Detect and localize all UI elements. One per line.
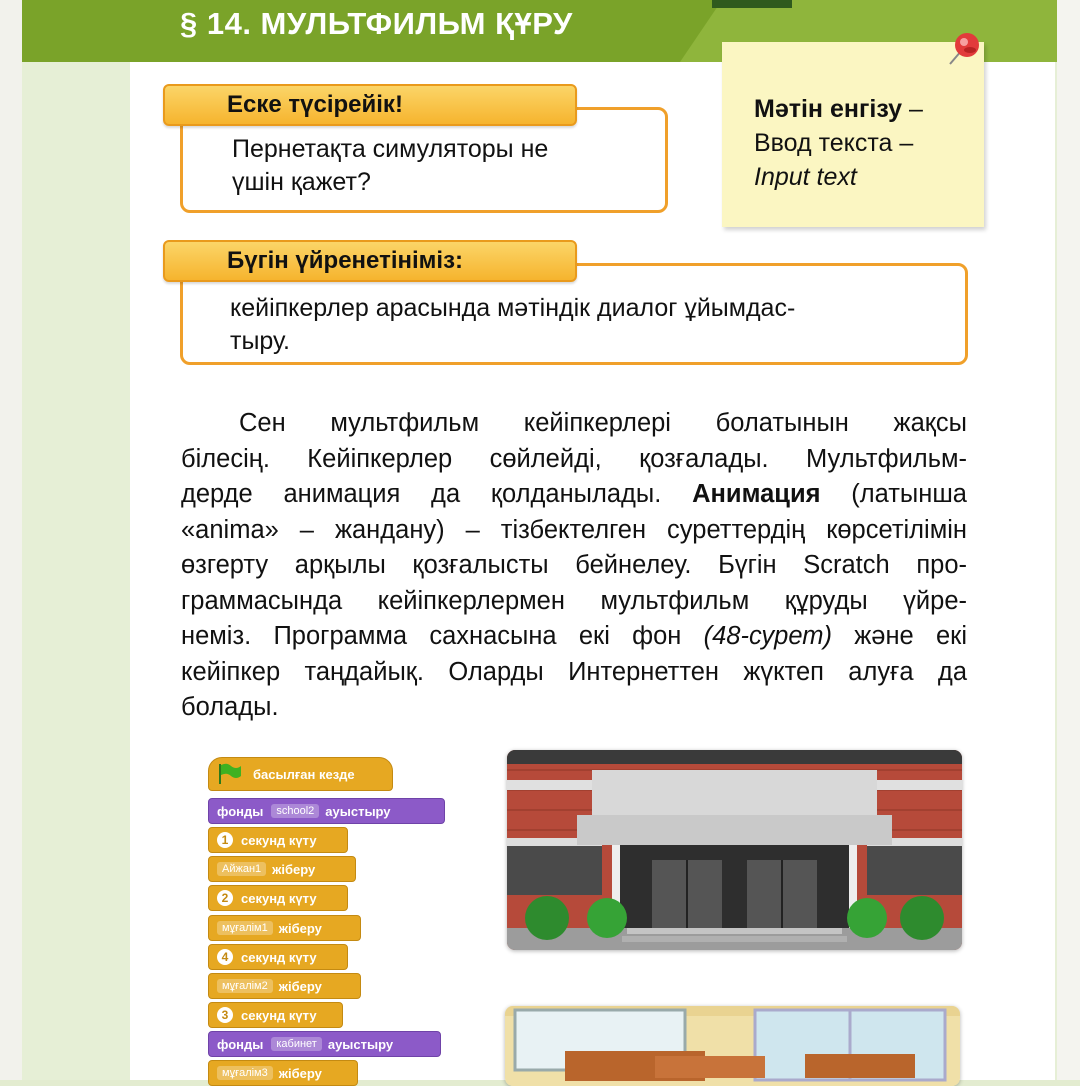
switch-backdrop-block: фонды school2 ауыстыру	[208, 798, 445, 824]
classroom-backdrop-image	[505, 1006, 960, 1086]
recall-text	[232, 133, 548, 199]
vocabulary-text	[754, 92, 923, 194]
main-paragraph	[181, 406, 967, 726]
wait-block: 2 секунд күту	[208, 885, 348, 911]
recall-label: Еске түсірейік!	[163, 84, 577, 126]
recall-line-1: Пернетақта симуляторы не	[232, 135, 549, 163]
paragraph-line: неміз. Программа сахнасына екі фон (48-сурет) және екі	[181, 622, 967, 650]
paragraph-line: болады.	[181, 693, 279, 721]
hat-label: басылған кезде	[253, 766, 355, 782]
wait-block: 4 секунд күту	[208, 944, 348, 970]
paragraph-line: Сен мультфильм кейіпкерлері болатынын жақсы	[239, 409, 967, 437]
header-accent	[712, 0, 792, 8]
broadcast-block: мұғалім1 жіберу	[208, 915, 361, 941]
scratch-script	[205, 745, 455, 1080]
script-hat-block	[208, 757, 393, 791]
term-dash: –	[902, 95, 923, 123]
paragraph-line: «anima» – жандану) – тізбектелген суреттердің көрсетілімін	[181, 515, 967, 544]
term-english: Input text	[754, 163, 857, 191]
paragraph-line: білесің. Кейіпкерлер сөйлейді, қозғалады. Мультфильм-	[181, 444, 967, 473]
paragraph-line: кейіпкер таңдайық. Оларды Интернеттен жүктеп алуға да	[181, 657, 967, 686]
paragraph-line: өзгерту арқылы қозғалысты бейнелеу. Бүгін Scratch про-	[181, 551, 967, 579]
green-flag-icon	[217, 763, 243, 785]
today-line-2: тыру.	[230, 327, 290, 355]
pushpin-icon	[940, 30, 984, 70]
wait-block: 3 секунд күту	[208, 1002, 343, 1028]
broadcast-block: мұғалім2 жіберу	[208, 973, 361, 999]
page-margin-left	[0, 0, 22, 1080]
today-text	[230, 292, 795, 358]
broadcast-block: Айжан1 жіберу	[208, 856, 356, 882]
school-backdrop-image	[507, 750, 962, 950]
wait-block: 1 секунд күту	[208, 827, 348, 853]
section-title: § 14. МУЛЬТФИЛЬМ ҚҰРУ	[180, 6, 573, 41]
paragraph-line: дерде анимация да қолданылады. Анимация (латынша	[181, 480, 967, 508]
today-label: Бүгін үйренетініміз:	[163, 240, 577, 282]
page-margin-right	[1057, 0, 1080, 1080]
broadcast-block: мұғалім3 жіберу	[208, 1060, 358, 1086]
today-line-1: кейіпкерлер арасында мәтіндік диалог ұйымдас-	[230, 294, 796, 322]
term-kazakh: Мәтін енгізу	[754, 95, 903, 123]
paragraph-line: граммасында кейіпкерлермен мультфильм құруды үйре-	[181, 586, 967, 615]
switch-backdrop-block: фонды кабинет ауыстыру	[208, 1031, 441, 1057]
term-russian: Ввод текста –	[754, 129, 914, 157]
recall-line-2: үшін қажет?	[232, 168, 371, 196]
